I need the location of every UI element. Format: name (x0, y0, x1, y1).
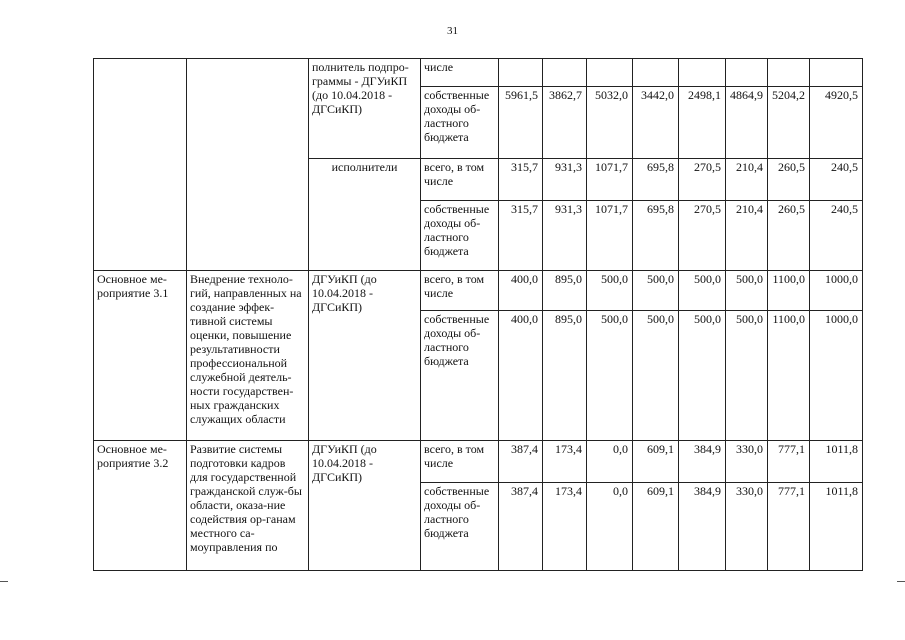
value-cell: 387,4 (499, 441, 543, 483)
value-cell: 609,1 (633, 441, 679, 483)
value-cell: 2498,1 (679, 87, 726, 159)
value-cell: 240,5 (810, 159, 863, 201)
value-cell: 260,5 (768, 201, 810, 271)
value-cell: 3862,7 (543, 87, 587, 159)
value-cell: 240,5 (810, 201, 863, 271)
value-cell: 173,4 (543, 483, 587, 571)
event-cell (94, 59, 187, 271)
table-row (94, 441, 863, 483)
event-cell: Основное ме-роприятие 3.1 (94, 271, 187, 441)
value-cell (810, 59, 863, 87)
value-cell: 5961,5 (499, 87, 543, 159)
value-cell: 330,0 (726, 483, 768, 571)
value-cell (768, 59, 810, 87)
source-cell: собственные доходы об-ластного бюджета (421, 87, 499, 159)
event-cell: Основное ме-роприятие 3.2 (94, 441, 187, 571)
value-cell: 500,0 (633, 311, 679, 441)
event-name-cell: Развитие системы подготовки кадров для государственной гражданской служ-бы области, оказа-ние содействия ор-ганам местного са-моуправления по (187, 441, 309, 571)
value-cell (633, 59, 679, 87)
value-cell: 1100,0 (768, 311, 810, 441)
page-edge-mark-left (0, 581, 8, 582)
value-cell: 500,0 (633, 271, 679, 311)
value-cell: 384,9 (679, 441, 726, 483)
page-number: 31 (447, 25, 458, 37)
value-cell: 0,0 (587, 483, 633, 571)
source-cell: всего, в том числе (421, 271, 499, 311)
value-cell: 210,4 (726, 159, 768, 201)
value-cell: 3442,0 (633, 87, 679, 159)
value-cell: 1011,8 (810, 483, 863, 571)
value-cell: 270,5 (679, 201, 726, 271)
value-cell (499, 59, 543, 87)
event-name-cell (187, 59, 309, 271)
value-cell: 931,3 (543, 201, 587, 271)
value-cell (679, 59, 726, 87)
value-cell: 315,7 (499, 201, 543, 271)
value-cell: 173,4 (543, 441, 587, 483)
value-cell: 1071,7 (587, 159, 633, 201)
page-edge-mark-right (897, 581, 905, 582)
value-cell: 400,0 (499, 271, 543, 311)
executor-cell: полнитель подпро-граммы - ДГУиКП (до 10.04.2018 - ДГСиКП) (309, 59, 421, 159)
value-cell: 315,7 (499, 159, 543, 201)
table-row (94, 271, 863, 311)
value-cell: 5032,0 (587, 87, 633, 159)
value-cell: 400,0 (499, 311, 543, 441)
value-cell: 4920,5 (810, 87, 863, 159)
executor-cell: ДГУиКП (до 10.04.2018 - ДГСиКП) (309, 441, 421, 571)
table-row (94, 59, 863, 87)
value-cell: 387,4 (499, 483, 543, 571)
source-cell: всего, в том числе (421, 441, 499, 483)
funding-table (93, 58, 863, 571)
executor-cell: ДГУиКП (до 10.04.2018 - ДГСиКП) (309, 271, 421, 441)
value-cell: 895,0 (543, 311, 587, 441)
executor-cell: исполнители (309, 159, 421, 271)
value-cell: 1071,7 (587, 201, 633, 271)
value-cell: 4864,9 (726, 87, 768, 159)
value-cell: 695,8 (633, 159, 679, 201)
value-cell: 500,0 (587, 271, 633, 311)
source-cell: собственные доходы об-ластного бюджета (421, 201, 499, 271)
value-cell: 5204,2 (768, 87, 810, 159)
value-cell: 1000,0 (810, 311, 863, 441)
value-cell: 1000,0 (810, 271, 863, 311)
value-cell: 777,1 (768, 441, 810, 483)
value-cell: 210,4 (726, 201, 768, 271)
value-cell: 330,0 (726, 441, 768, 483)
value-cell (726, 59, 768, 87)
source-cell: числе (421, 59, 499, 87)
value-cell: 500,0 (726, 311, 768, 441)
value-cell: 695,8 (633, 201, 679, 271)
value-cell: 895,0 (543, 271, 587, 311)
value-cell: 1100,0 (768, 271, 810, 311)
value-cell: 1011,8 (810, 441, 863, 483)
value-cell: 500,0 (587, 311, 633, 441)
source-cell: собственные доходы об-ластного бюджета (421, 483, 499, 571)
value-cell: 500,0 (726, 271, 768, 311)
value-cell: 777,1 (768, 483, 810, 571)
source-cell: собственные доходы об-ластного бюджета (421, 311, 499, 441)
value-cell: 0,0 (587, 441, 633, 483)
value-cell: 931,3 (543, 159, 587, 201)
value-cell: 500,0 (679, 271, 726, 311)
value-cell: 500,0 (679, 311, 726, 441)
value-cell: 270,5 (679, 159, 726, 201)
event-name-cell: Внедрение техноло-гий, направленных на создание эффек-тивной системы оценки, повышение результативности профессиональной служебной деятель-ности государствен-ных гражданских служащих области (187, 271, 309, 441)
value-cell: 384,9 (679, 483, 726, 571)
source-cell: всего, в том числе (421, 159, 499, 201)
value-cell: 609,1 (633, 483, 679, 571)
value-cell (543, 59, 587, 87)
value-cell (587, 59, 633, 87)
value-cell: 260,5 (768, 159, 810, 201)
